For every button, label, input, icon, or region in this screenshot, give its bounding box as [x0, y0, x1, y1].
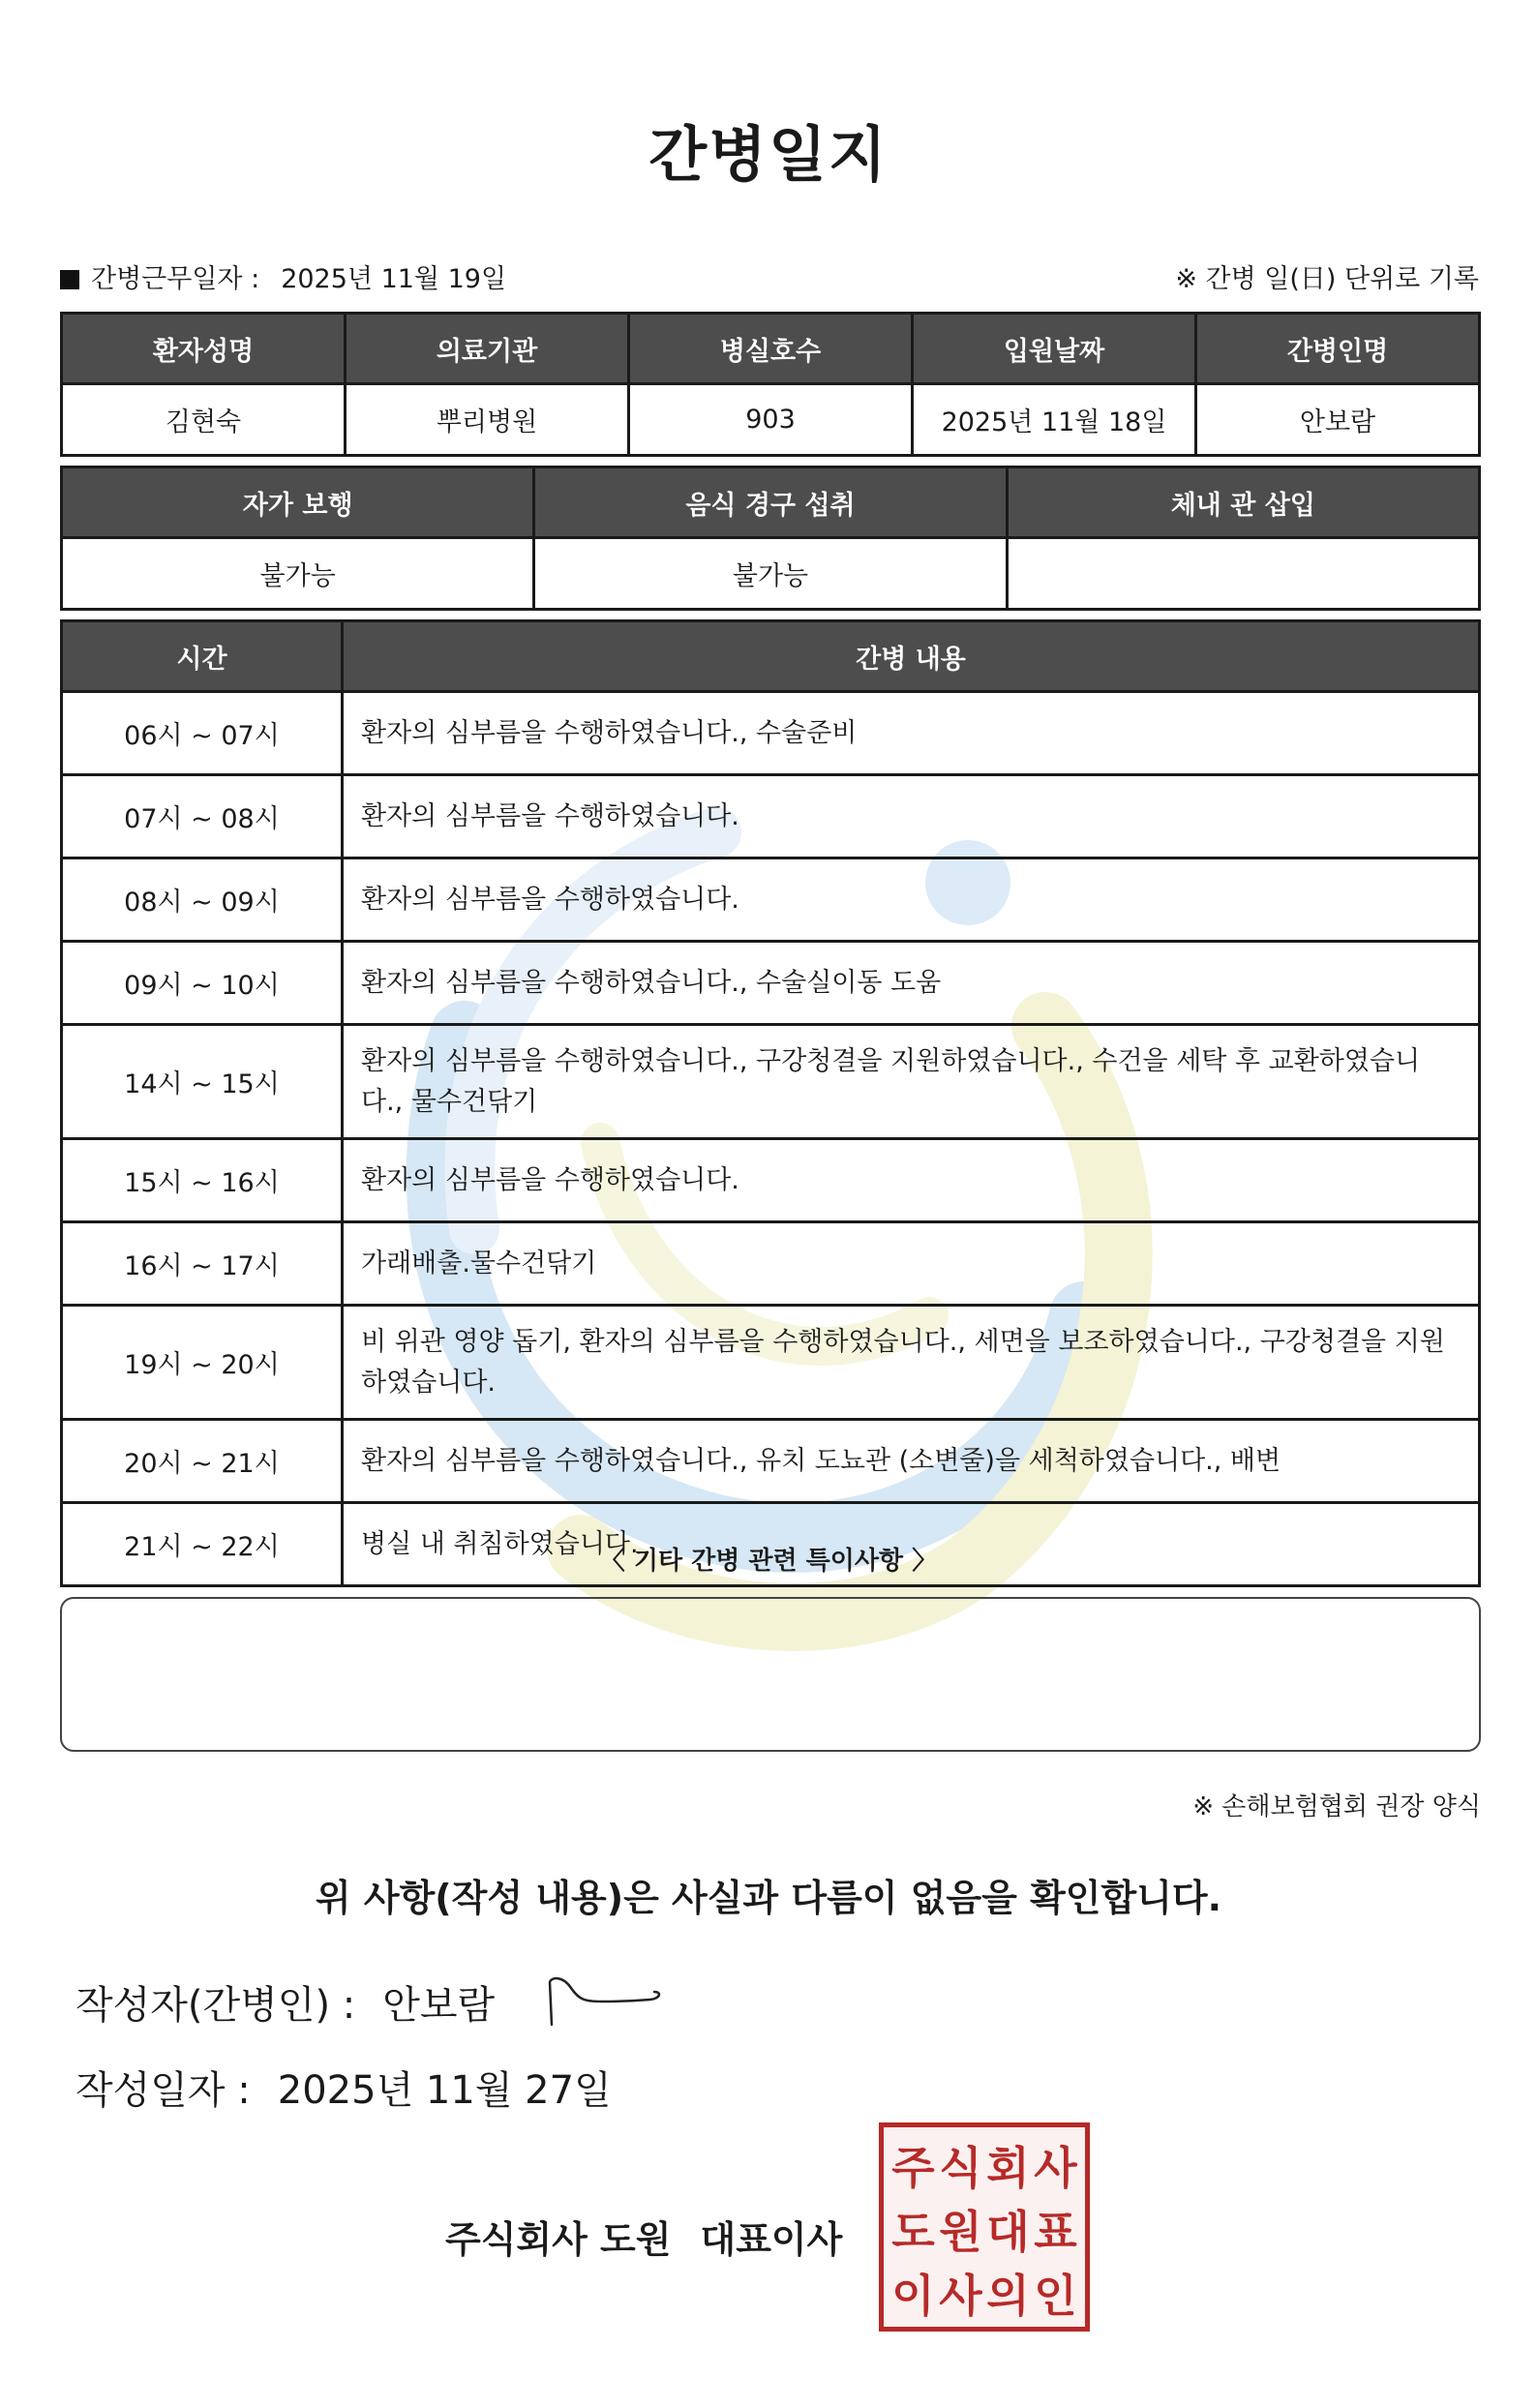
seal-char: 식 [939, 2142, 982, 2194]
care-log-table [60, 619, 1481, 1587]
written-date-value: 2025년 11월 27일 [277, 2068, 612, 2113]
log-content: 환자의 심부름을 수행하였습니다. [343, 858, 1480, 942]
seal-char: 의 [986, 2270, 1030, 2322]
square-bullet-icon [60, 270, 79, 289]
log-content: 환자의 심부름을 수행하였습니다., 구강청결을 지원하였습니다., 수건을 세탁 후 교환하였습니다., 물수건닦기 [343, 1025, 1480, 1139]
log-content: 가래배출.물수건닦기 [343, 1222, 1480, 1306]
tube-insertion-value [1007, 538, 1479, 610]
company-seal [879, 2122, 1090, 2332]
patient-status-table [60, 466, 1481, 611]
company-name: 주식회사 도원 [445, 2218, 672, 2261]
author-name: 안보람 [382, 1983, 496, 2028]
seal-char: 인 [1034, 2270, 1077, 2322]
header-caregiver-name: 간병인명 [1196, 314, 1480, 384]
hospital-name: 뿌리병원 [346, 384, 629, 456]
log-content: 환자의 심부름을 수행하였습니다., 수술실이동 도움 [343, 942, 1480, 1025]
header-admission-date: 입원날짜 [913, 314, 1196, 384]
seal-char: 표 [1034, 2206, 1077, 2258]
seal-char: 사 [1034, 2142, 1077, 2194]
association-note: ※ 손해보험협회 권장 양식 [1192, 1792, 1481, 1821]
log-time: 14시 ~ 15시 [62, 1025, 343, 1139]
self-walking-value: 불가능 [62, 538, 534, 610]
log-content: 환자의 심부름을 수행하였습니다., 수술준비 [343, 692, 1480, 775]
table-row [62, 1306, 1480, 1420]
log-content: 환자의 심부름을 수행하였습니다. [343, 1139, 1480, 1222]
log-content: 환자의 심부름을 수행하였습니다., 유치 도뇨관 (소변줄)을 세척하였습니다., 배변 [343, 1420, 1480, 1503]
table-row [62, 775, 1480, 858]
log-time: 06시 ~ 07시 [62, 692, 343, 775]
meta-row [60, 257, 1479, 296]
seal-char: 사 [939, 2270, 982, 2322]
log-time: 20시 ~ 21시 [62, 1420, 343, 1503]
table-row [62, 942, 1480, 1025]
seal-char: 이 [891, 2270, 935, 2322]
patient-info-table [60, 312, 1481, 457]
log-time: 15시 ~ 16시 [62, 1139, 343, 1222]
log-content: 비 위관 영양 돕기, 환자의 심부름을 수행하였습니다., 세면을 보조하였습니다., 구강청결을 지원하였습니다. [343, 1306, 1480, 1420]
patient-name: 김현숙 [62, 384, 346, 456]
table-row [62, 1139, 1480, 1222]
log-content: 환자의 심부름을 수행하였습니다. [343, 775, 1480, 858]
header-care-content: 간병 내용 [343, 621, 1480, 692]
log-time: 21시 ~ 22시 [62, 1503, 343, 1586]
document-title: 간병일지 [648, 119, 889, 190]
table-row [62, 1025, 1480, 1139]
log-time: 19시 ~ 20시 [62, 1306, 343, 1420]
caregiver-name: 안보람 [1196, 384, 1480, 456]
confirmation-statement: 위 사항(작성 내용)은 사실과 다름이 없음을 확인합니다. [315, 1877, 1222, 1919]
table-row [62, 1222, 1480, 1306]
header-tube-insertion: 체내 관 삽입 [1007, 467, 1479, 538]
work-date-label: 간병근무일자 [91, 264, 243, 294]
admission-date: 2025년 11월 18일 [913, 384, 1196, 456]
header-patient-name: 환자성명 [62, 314, 346, 384]
special-notes-heading: 〈 기타 간병 관련 특이사항 〉 [599, 1547, 938, 1576]
header-room-number: 병실호수 [629, 314, 913, 384]
author-row [75, 1974, 495, 2030]
written-date-label: 작성일자 : [75, 2068, 251, 2113]
header-hospital: 의료기관 [346, 314, 629, 384]
author-label: 작성자(간병인) : [75, 1983, 356, 2028]
header-oral-intake: 음식 경구 섭취 [534, 467, 1007, 538]
log-content: 병실 내 취침하였습니다. [343, 1503, 1480, 1586]
seal-char: 원 [939, 2206, 982, 2258]
handwritten-signature [542, 1974, 668, 2032]
header-time: 시간 [62, 621, 343, 692]
table-row [62, 858, 1480, 942]
table-row [62, 692, 1480, 775]
log-time: 07시 ~ 08시 [62, 775, 343, 858]
company-title: 대표이사 [700, 2218, 843, 2261]
record-unit-note: ※ 간병 일(日) 단위로 기록 [1175, 264, 1479, 294]
header-self-walking: 자가 보행 [62, 467, 534, 538]
work-date [60, 257, 506, 295]
work-date-separator: : [251, 264, 260, 294]
work-date-value: 2025년 11월 19일 [281, 264, 507, 294]
seal-char: 대 [986, 2206, 1030, 2258]
oral-intake-value: 불가능 [534, 538, 1007, 610]
table-row [62, 1420, 1480, 1503]
written-date-row [75, 2060, 612, 2115]
seal-char: 도 [891, 2206, 935, 2258]
seal-char: 회 [986, 2142, 1030, 2194]
log-time: 16시 ~ 17시 [62, 1222, 343, 1306]
seal-characters [889, 2133, 1079, 2321]
company-signature-line [445, 2210, 842, 2263]
room-number: 903 [629, 384, 913, 456]
log-time: 09시 ~ 10시 [62, 942, 343, 1025]
special-notes-box [60, 1597, 1481, 1752]
log-time: 08시 ~ 09시 [62, 858, 343, 942]
seal-char: 주 [891, 2142, 935, 2194]
